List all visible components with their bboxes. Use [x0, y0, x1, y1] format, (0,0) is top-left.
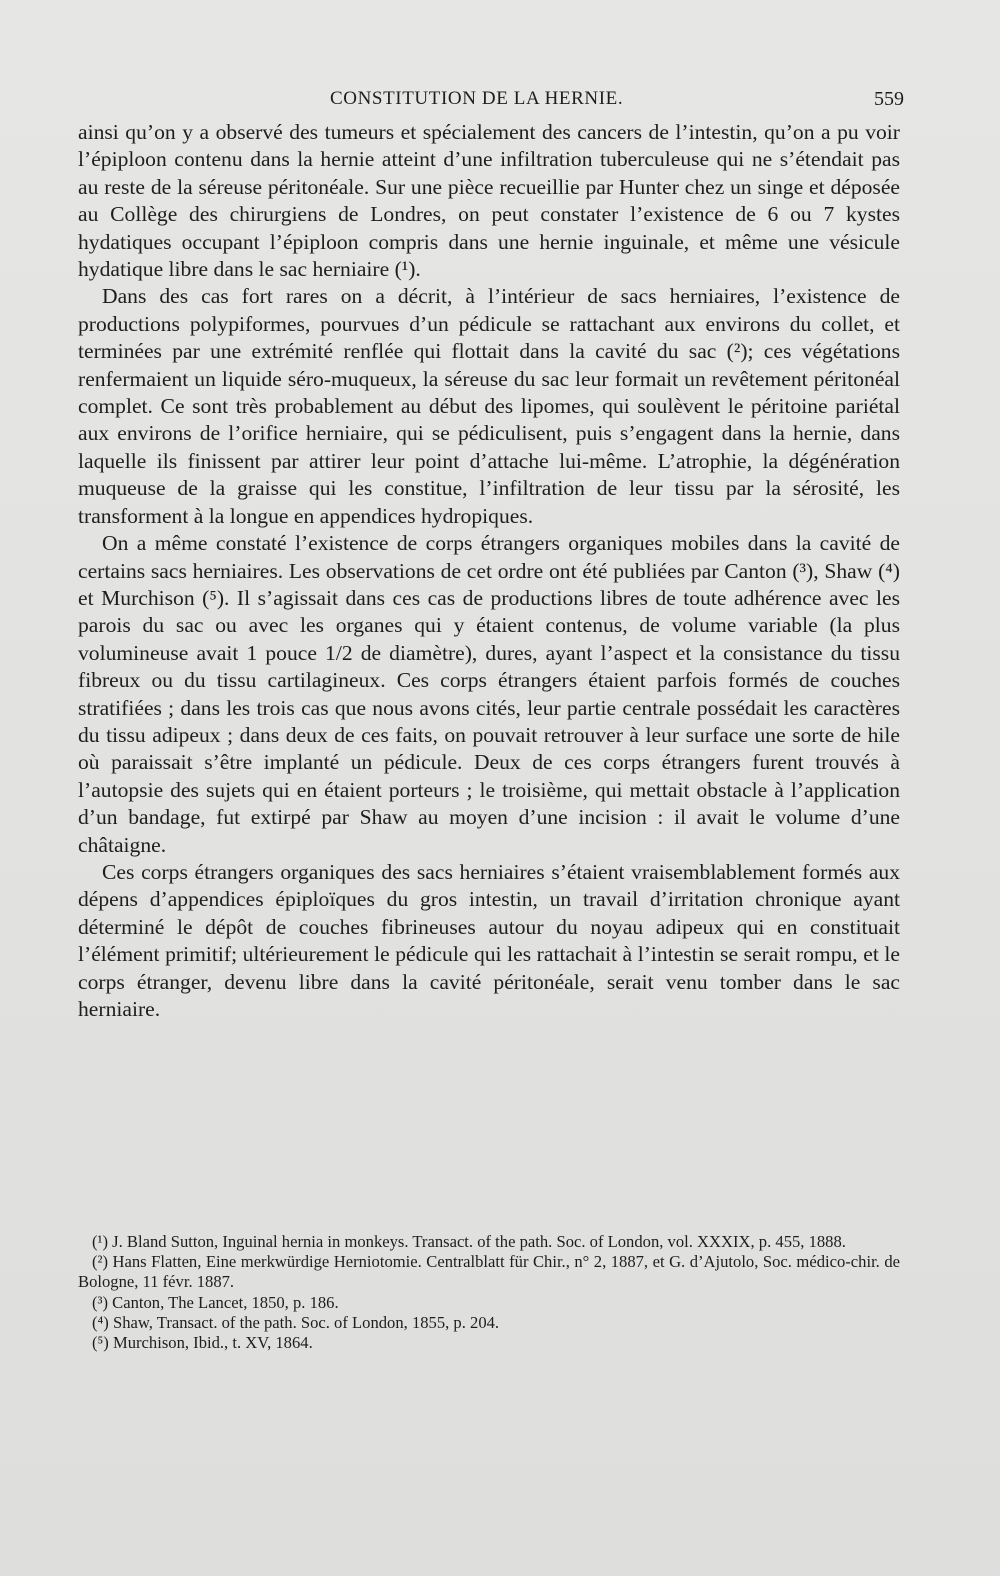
footnote: (²) Hans Flatten, Eine merkwürdige Herniotomie. Centralblatt für Chir., n° 2, 1887, et G. d’Ajutolo, Soc. médico-chir. de Bologne, 11 févr. 1887. — [78, 1252, 900, 1292]
footnote: (⁵) Murchison, Ibid., t. XV, 1864. — [92, 1333, 313, 1353]
paragraph: ainsi qu’on y a observé des tumeurs et spécialement des cancers de l’intestin, qu’on a pu voir l’épiploon contenu dans la hernie atteint d’une infiltration tuberculeuse qui ne s’étendait pas au reste de la séreuse péritonéale. Sur une pièce recueillie par Hunter chez un singe et déposée au Collège des chirurgiens de Londres, on peut constater l’existence de 6 ou 7 kystes hydatiques occupant l’épiploon compris dans une hernie inguinale, et même une vésicule hydatique libre dans le sac herniaire (¹). — [78, 120, 900, 282]
body-text — [78, 119, 900, 1023]
footnote: (¹) J. Bland Sutton, Inguinal hernia in monkeys. Transact. of the path. Soc. of London, vol. XXXIX, p. 455, 1888. — [92, 1232, 846, 1251]
paragraph: Dans des cas fort rares on a décrit, à l’intérieur de sacs herniaires, l’existence de productions polypiformes, pourvues d’un pédicule se rattachant aux environs du collet, et terminées par une extrémité renflée qui flottait dans la cavité du sac (²); ces végétations renfermaient un liquide séro-muqueux, la séreuse du sac leur formait un revêtement péritonéal complet. Ce sont très probablement au début des lipomes, qui soulèvent le péritoine pariétal aux environs de l’orifice herniaire, qui se pédiculisent, puis s’engagent dans la hernie, dans laquelle ils finissent par attirer leur point d’attache lui-même. L’atrophie, la dégénération muqueuse de la graisse qui les constitue, l’infiltration de leur tissu par la sérosité, les transforment à la longue en appendices hydropiques. — [78, 284, 900, 528]
footnote: (³) Canton, The Lancet, 1850, p. 186. — [92, 1292, 339, 1312]
paragraph: On a même constaté l’existence de corps étrangers organiques mobiles dans la cavité de certains sacs herniaires. Les observations de cet ordre ont été publiées par Canton (³), Shaw (⁴) et Murchison (⁵). Il s’agissait dans ces cas de productions libres de toute adhérence avec les parois du sac ou avec les organes qui y étaient contenus, de volume variable (la plus volumineuse avait 1 pouce 1/2 de diamètre), dures, ayant l’aspect et la consistance du tissu fibreux ou du tissu cartilagineux. Ces corps étrangers étaient parfois formés de couches stratifiées ; dans les trois cas que nous avons cités, leur partie centrale possédait les caractères du tissu adipeux ; dans deux de ces faits, on pouvait retrouver à leur surface une sorte de hile où paraissait s’être implanté un pédicule. Deux de ces corps étrangers furent trouvés à l’autopsie des sujets qui en étaient porteurs ; le troisième, qui mettait obstacle à l’application d’un bandage, fut extirpé par Shaw au moyen d’une incision : il avait le volume d’une châtaigne. — [78, 531, 900, 857]
footnotes — [78, 1232, 900, 1353]
page-header — [78, 88, 904, 116]
footnote: (⁴) Shaw, Transact. of the path. Soc. of London, 1855, p. 204. — [92, 1312, 500, 1332]
paragraph: Ces corps étrangers organiques des sacs herniaires s’étaient vraisemblablement formés aux dépens d’appendices épiploïques du gros intestin, un travail d’irritation chronique ayant déterminé le dépôt de couches fibrineuses autour du noyau adipeux qui en constituait l’élément primitif; ultérieurement le pédicule qui les rattachait à l’intestin se serait rompu, et le corps étranger, devenu libre dans la cavité péritonéale, serait venu tomber dans le sac herniaire. — [78, 859, 900, 1021]
page-number: 559 — [874, 88, 904, 110]
running-title: CONSTITUTION DE LA HERNIE. — [330, 88, 624, 109]
